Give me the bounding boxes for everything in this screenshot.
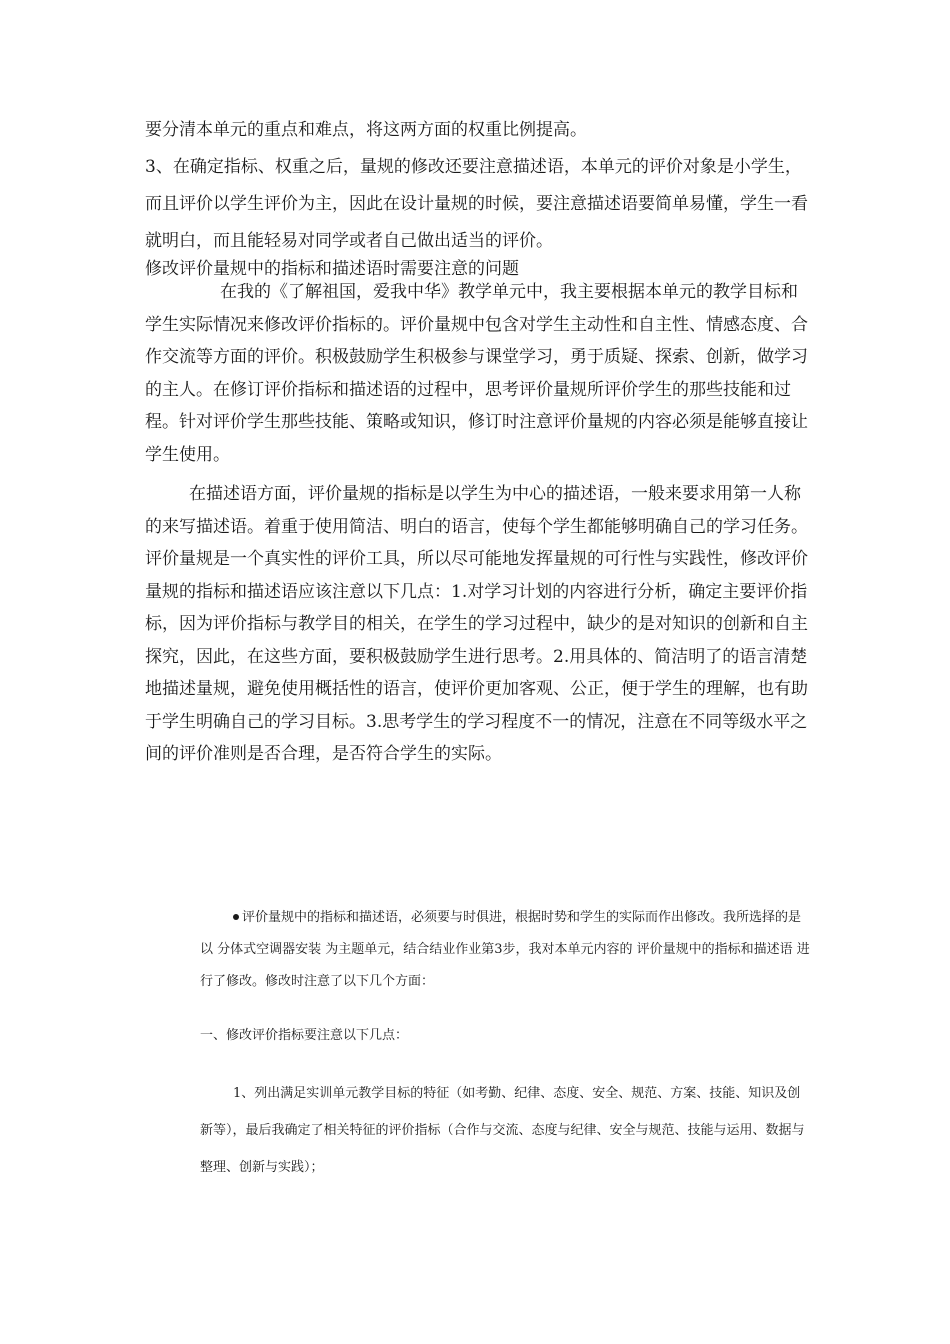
section-heading: 修改评价量规中的指标和描述语时需要注意的问题	[145, 259, 519, 279]
bullet-paragraph	[200, 902, 810, 998]
bottom-text-block	[200, 902, 810, 1186]
bullet-icon	[233, 914, 239, 920]
paragraph-weight-line: 要分清本单元的重点和难点，将这两方面的权重比例提高。	[145, 120, 587, 140]
bullet-paragraph-text: 评价量规中的指标和描述语，必须要与时俱进，根据时势和学生的实际而作出修改。我所选择的是以 分体式空调器安装 为主题单元，结合结业作业第3步，我对本单元内容的 评价量规中的指标和描述语 进行了修改。修改时注意了以下几个方面：	[200, 910, 810, 989]
paragraph-descriptor-description	[145, 478, 810, 771]
paragraph-point-3: 3、在确定指标、权重之后，量规的修改还要注意描述语，本单元的评价对象是小学生，而且评价以学生评价为主，因此在设计量规的时候，要注意描述语要简单易懂，学生一看就明白，而且能轻易对同学或者自己做出适当的评价。	[145, 157, 808, 251]
paragraph-unit-text: 在我的《了解祖国，爱我中华》教学单元中，我主要根据本单元的教学目标和学生实际情况来修改评价指标的。评价量规中包含对学生主动性和自主性、情感态度、合作交流等方面的评价。积极鼓励学生积极参与课堂学习，勇于质疑、探索、创新，做学习的主人。在修订评价指标和描述语的过程中，思考评价量规所评价学生的那些技能和过程。针对评价学生那些技能、策略或知识，修订时注意评价量规的内容必须是能够直接让学生使用。	[145, 282, 808, 465]
top-text-block	[145, 112, 810, 282]
subheading-indicators: 一、修改评价指标要注意以下几点：	[200, 1028, 409, 1043]
paragraph-unit-description	[145, 276, 810, 471]
paragraph-descriptor-text: 在描述语方面，评价量规的指标是以学生为中心的描述语，一般来要求用第一人称的来写描述语。着重于使用简洁、明白的语言，使每个学生都能够明确自己的学习任务。评价量规是一个真实性的评价工具，所以尽可能地发挥量规的可行性与实践性，修改评价量规的指标和描述语应该注意以下几点：1.对学习计划的内容进行分析，确定主要评价指标，因为评价指标与教学目的相关，在学生的学习过程中，缺少的是对知识的创新和自主探究，因此，在这些方面，要积极鼓励学生进行思考。2.用具体的、简洁明了的语言清楚地描述量规，避免使用概括性的语言，使评价更加客观、公正，便于学生的理解，也有助于学生明确自己的学习目标。3.思考学生的学习程度不一的情况，注意在不同等级水平之间的评价准则是否合理，是否符合学生的实际。	[145, 484, 808, 764]
list-item-1: 1、列出满足实训单元教学目标的特征（如考勤、纪律、态度、安全、规范、方案、技能、知识及创新等），最后我确定了相关特征的评价指标（合作与交流、态度与纪律、安全与规范、技能与运用、数据与整理、创新与实践）；	[200, 1086, 805, 1175]
